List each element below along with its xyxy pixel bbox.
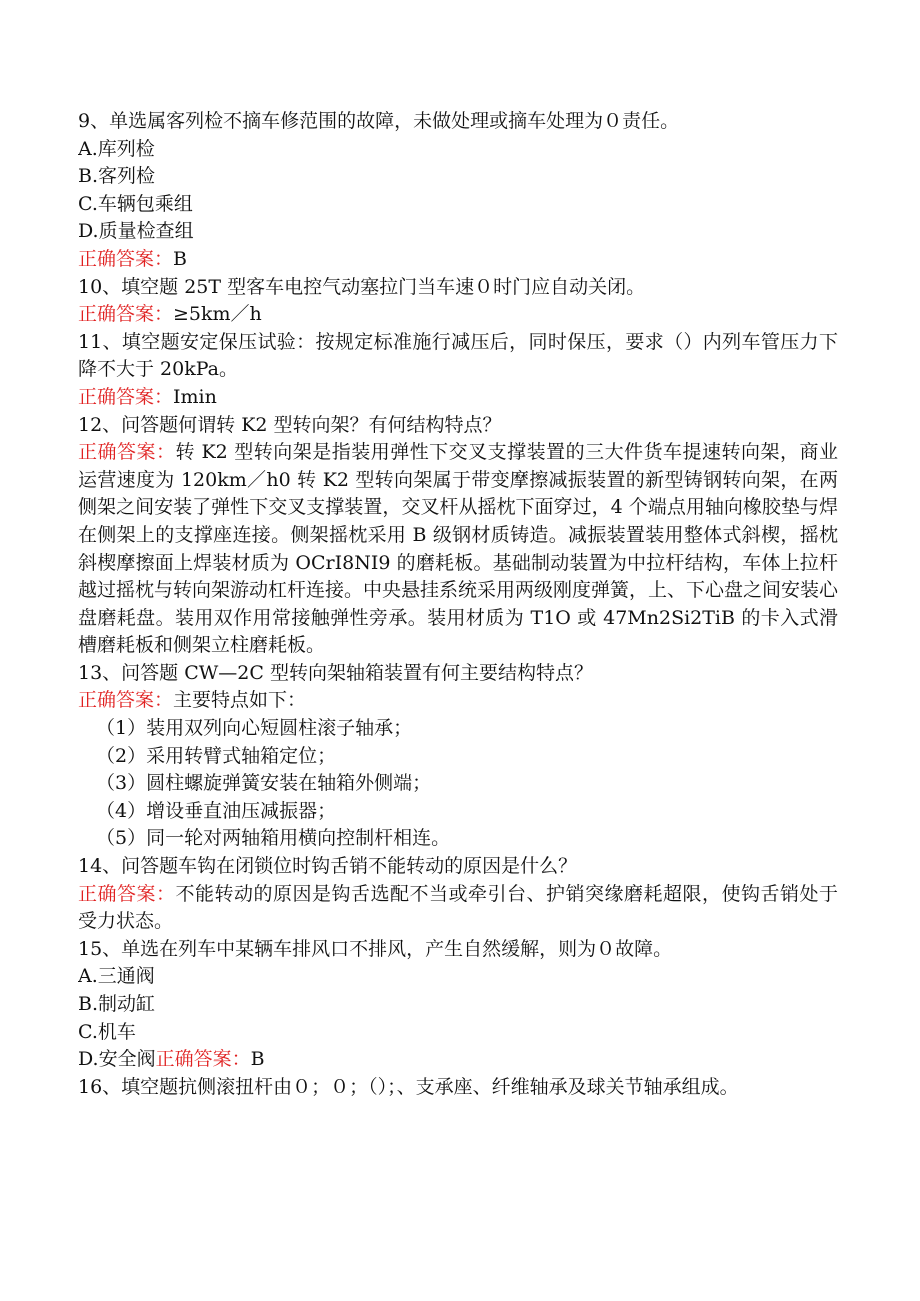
- option-d: D.质量检查组: [78, 220, 194, 243]
- question-16: 16、填空题抗侧滚扭杆由０；０；（）；、支承座、纤维轴承及球关节轴承组成。: [78, 1075, 739, 1098]
- answer-value: B: [250, 1048, 265, 1071]
- answer-label: 正确答案：: [78, 441, 176, 464]
- option-d-with-answer: [78, 1046, 838, 1074]
- answer-value: ≥5km／h: [173, 303, 262, 326]
- option-b: B.客列检: [78, 165, 156, 188]
- answer-label: 正确答案：: [78, 247, 174, 270]
- answer-label: 正确答案：: [78, 882, 176, 905]
- question-9: 9、单选属客列检不摘车修范围的故障，未做处理或摘车处理为０责任。: [78, 110, 680, 132]
- question-11: 11、填空题安定保压试验：按规定标准施行减压后，同时保压，要求（）内列车管压力下降不大于 20kPa。: [78, 330, 838, 381]
- answer-11: [78, 384, 838, 412]
- option-c: C.车辆包乘组: [78, 192, 193, 215]
- question-14: 14、问答题车钩在闭锁位时钩舌销不能转动的原因是什么？: [78, 855, 578, 878]
- answer-9: [78, 246, 838, 274]
- option-b: B.制动缸: [78, 993, 156, 1015]
- answer-point: （3）圆柱螺旋弹簧安装在轴箱外侧端；: [96, 772, 432, 795]
- answer-10: [78, 301, 838, 329]
- answer-12: [78, 439, 838, 660]
- question-10: 10、填空题 25T 型客车电控气动塞拉门当车速０时门应自动关闭。: [78, 275, 646, 298]
- answer-point: （2）采用转臂式轴箱定位；: [96, 744, 337, 767]
- option-c: C.机车: [78, 1020, 136, 1043]
- answer-label: 正确答案：: [78, 689, 174, 712]
- question-13: 13、问答题 CW—2C 型转向架轴箱装置有何主要结构特点？: [78, 661, 593, 684]
- answer-point: （5）同一轮对两轴箱用横向控制杆相连。: [96, 827, 451, 850]
- answer-point: （4）增设垂直油压减振器；: [96, 799, 337, 822]
- question-12: 12、问答题何谓转 K2 型转向架？有何结构特点？: [78, 413, 502, 436]
- answer-13: [78, 687, 838, 715]
- answer-value: 主要特点如下：: [173, 689, 307, 712]
- option-d: D.安全阀: [78, 1048, 156, 1071]
- option-a: A.库列检: [78, 137, 155, 160]
- answer-value: 不能转动的原因是钩舌选配不当或牵引台、护销突缘磨耗超限，使钩舌销处于受力状态。: [78, 882, 838, 933]
- question-15: 15、单选在列车中某辆车排风口不排风，产生自然缓解，则为０故障。: [78, 937, 673, 960]
- answer-label: 正确答案：: [78, 385, 174, 408]
- answer-value: B: [173, 247, 187, 270]
- answer-14: [78, 881, 838, 936]
- option-a: A.三通阀: [78, 965, 155, 988]
- answer-value: Imin: [173, 385, 217, 408]
- document-page: [78, 108, 838, 1101]
- answer-label: 正确答案：: [78, 303, 174, 326]
- answer-value: 转 K2 型转向架是指装用弹性下交叉支撑装置的三大件货车提速转向架，商业运营速度为 120km／h0 转 K2 型转向架属于带变摩擦减振装置的新型铸钢转向架，在两侧架之间安装了弹性下交叉支撑装置，交叉杆从摇枕下面穿过，4 个端点用轴向橡胶垫与焊在侧架上的支撑座连接。侧架摇枕采用 B 级钢材质铸造。减振装置装用整体式斜楔，摇枕斜楔摩擦面上焊装材质为 OCrI8NI9 的磨耗板。基础制动装置为中拉杆结构，车体上拉杆越过摇枕与转向架游动杠杆连接。中央悬挂系统采用两级刚度弹簧，上、下心盘之间安装心盘磨耗盘。装用双作用常接触弹性旁承。装用材质为 T1O 或 47Mn2Si2TiB 的卡入式滑槽磨耗板和侧架立柱磨耗板。: [78, 441, 839, 657]
- answer-point: （1）装用双列向心短圆柱滚子轴承；: [96, 717, 413, 740]
- answer-label: 正确答案：: [155, 1048, 251, 1071]
